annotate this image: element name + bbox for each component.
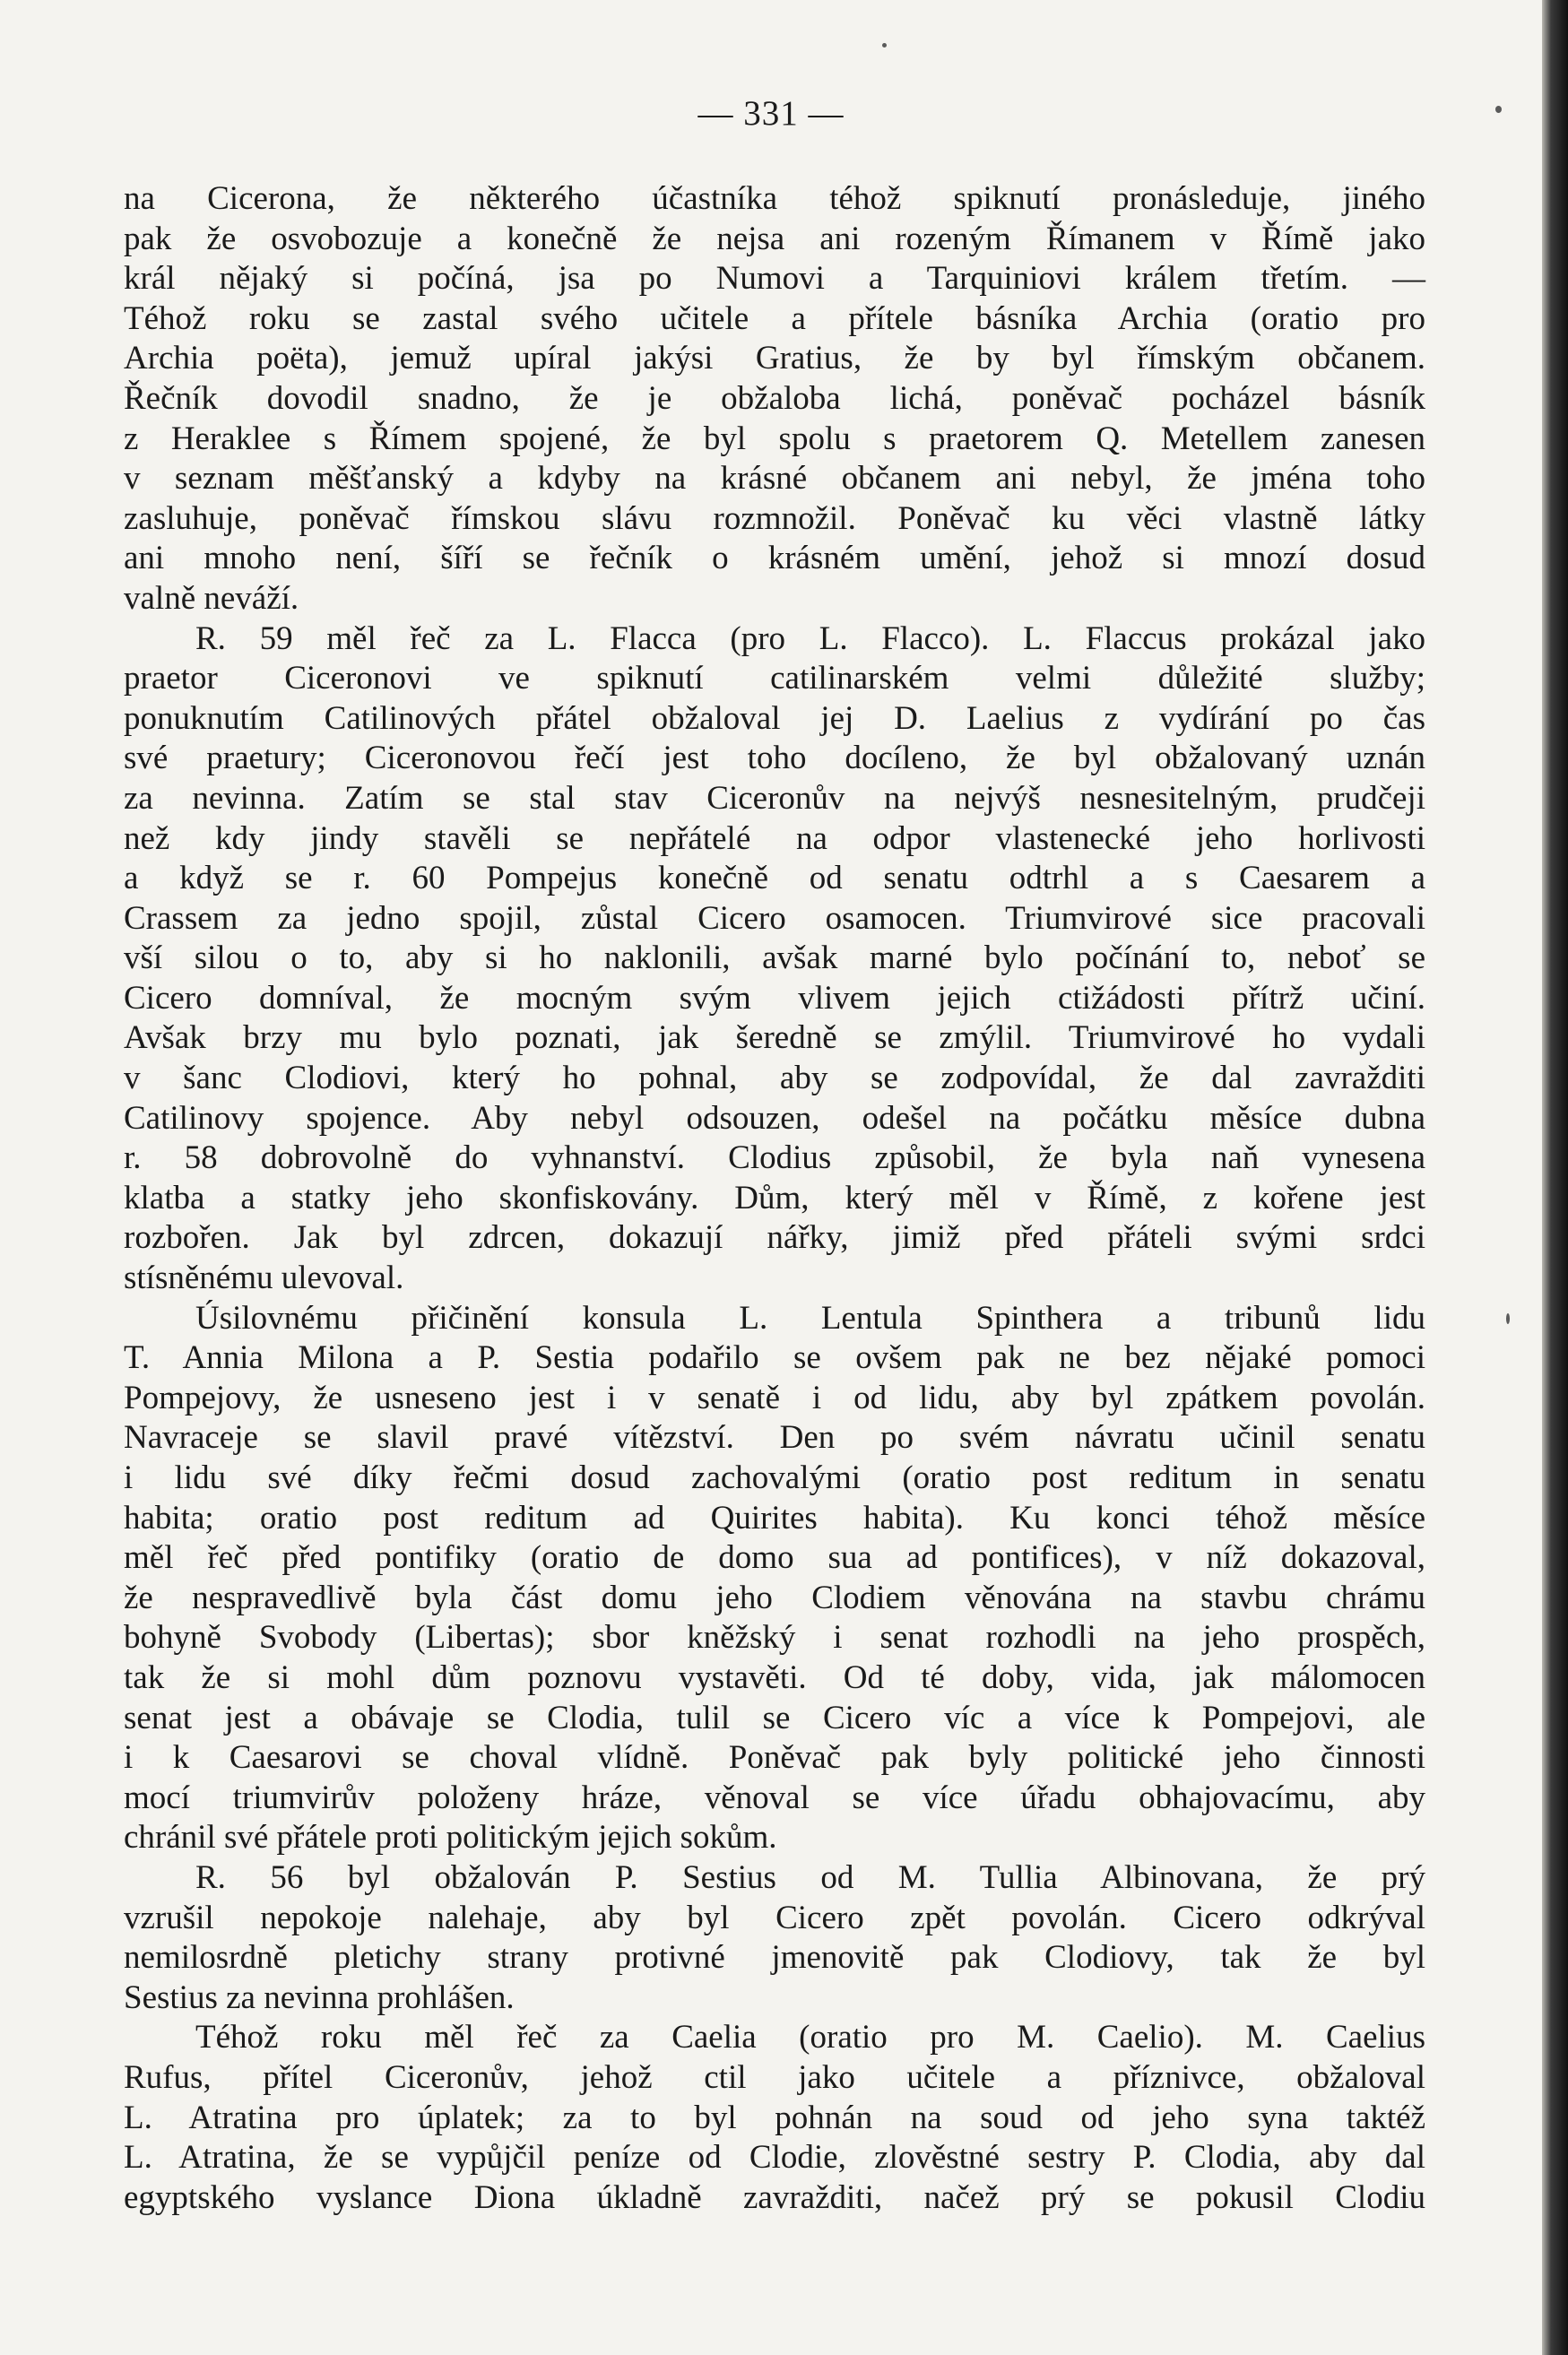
body-text [124, 179, 1425, 2218]
text-line: r. 58 dobrovolně do vyhnanství. Clodius způsobil, že byla naň vynesena [124, 1139, 1425, 1177]
text-line: zasluhuje, poněvač římskou slávu rozmnožil. Poněvač ku věci vlastně látky [124, 499, 1425, 537]
text-line: Řečník dovodil snadno, že je obžaloba lichá, poněvač pocházel básník [124, 379, 1425, 417]
text-line: Catilinovy spojence. Aby nebyl odsouzen, odešel na počátku měsíce dubna [124, 1099, 1425, 1137]
text-line: vzrušil nepokoje nalehaje, aby byl Cicero zpět povolán. Cicero odkrýval [124, 1899, 1425, 1936]
text-line: Avšak brzy mu bylo poznati, jak šeredně se zmýlil. Triumvirové ho vydali [124, 1019, 1425, 1057]
text-line: rozbořen. Jak byl zdrcen, dokazují nářky, jimiž před přáteli svými srdci [124, 1219, 1425, 1257]
text-line: egyptského vyslance Diona úkladně zavražditi, načež prý se pokusil Clodiu [124, 2178, 1425, 2216]
text-line: nemilosrdně pletichy strany protivné jmenovitě pak Clodiovy, tak že byl [124, 1939, 1425, 1977]
text-line: za nevinna. Zatím se stal stav Ciceronův na nejvýš nesnesitelným, prudčeji [124, 779, 1425, 817]
text-line: L. Atratina, že se vypůjčil peníze od Clodie, zlověstné sestry P. Clodia, aby dal [124, 2139, 1425, 2177]
text-line: bohyně Svobody (Libertas); sbor kněžský i senat rozhodli na jeho prospěch, [124, 1619, 1425, 1657]
text-line: chránil své přátele proti politickým jejich sokům. [124, 1819, 777, 1857]
text-line: mocí triumvirův položeny hráze, věnoval se více úřadu obhajovacímu, aby [124, 1779, 1425, 1816]
scan-edge-shadow [1542, 0, 1568, 2355]
text-line: král nějaký si počíná, jsa po Numovi a Tarquiniovi králem třetím. — [124, 260, 1425, 298]
text-line: Cicero domníval, že mocným svým vlivem jejich ctižádosti přítrž učiní. [124, 979, 1425, 1017]
text-line: Sestius za nevinna prohlášen. [124, 1978, 515, 2016]
text-line: vší silou o to, aby si ho naklonili, avšak marné bylo počínání to, neboť se [124, 939, 1425, 977]
text-line: Navraceje se slavil pravé vítězství. Den po svém návratu učinil senatu [124, 1419, 1425, 1457]
text-line: i k Caesarovi se choval vlídně. Poněvač pak byly politické jeho činnosti [124, 1739, 1425, 1777]
text-line: habita; oratio post reditum ad Quirites habita). Ku konci téhož měsíce [124, 1499, 1425, 1537]
text-line: T. Annia Milona a P. Sestia podařilo se ovšem pak ne bez nějaké pomoci [124, 1339, 1425, 1377]
scan-speck [1495, 106, 1502, 113]
text-line: než kdy jindy stavěli se nepřátelé na odpor vlastenecké jeho horlivosti [124, 819, 1425, 857]
text-line: R. 56 byl obžalován P. Sestius od M. Tullia Albinovana, že prý [195, 1858, 1425, 1896]
text-line: Téhož roku měl řeč za Caelia (oratio pro M. Caelio). M. Caelius [195, 2019, 1425, 2056]
text-line: že nespravedlivě byla část domu jeho Clodiem věnována na stavbu chrámu [124, 1579, 1425, 1616]
text-line: senat jest a obávaje se Clodia, tulil se Cicero víc a více k Pompejovi, ale [124, 1699, 1425, 1736]
text-line: i lidu své díky řečmi dosud zachovalými (oratio post reditum in senatu [124, 1459, 1425, 1496]
text-line: měl řeč před pontifiky (oratio de domo sua ad pontifices), v níž dokazoval, [124, 1539, 1425, 1577]
text-line: a když se r. 60 Pompejus konečně od senatu odtrhl a s Caesarem a [124, 860, 1425, 897]
text-line: v seznam měšťanský a kdyby na krásné občanem ani nebyl, že jména toho [124, 460, 1425, 498]
page-number: — 331 — [697, 94, 845, 133]
text-line: Úsilovnému přičinění konsula L. Lentula Spinthera a tribunů lidu [195, 1299, 1425, 1337]
text-line: stísněnému ulevoval. [124, 1260, 404, 1297]
text-line: Rufus, přítel Ciceronův, jehož ctil jako učitele a příznivce, obžaloval [124, 2058, 1425, 2096]
text-line: Archia poëta), jemuž upíral jakýsi Gratius, že by byl římským občanem. [124, 340, 1425, 377]
text-line: v šanc Clodiovi, který ho pohnal, aby se zodpovídal, že dal zavražditi [124, 1060, 1425, 1097]
text-line: z Heraklee s Římem spojené, že byl spolu s praetorem Q. Metellem zanesen [124, 420, 1425, 457]
text-line: ani mnoho není, šíří se řečník o krásném umění, jehož si mnozí dosud [124, 540, 1425, 577]
text-line: klatba a statky jeho skonfiskovány. Dům, který měl v Římě, z kořene jest [124, 1179, 1425, 1216]
text-line: své praetury; Ciceronovou řečí jest toho docíleno, že byl obžalovaný uznán [124, 740, 1425, 777]
text-line: tak že si mohl dům poznovu vystavěti. Od té doby, vida, jak málomocen [124, 1658, 1425, 1696]
text-line: Crassem za jedno spojil, zůstal Cicero osamocen. Triumvirové sice pracovali [124, 899, 1425, 937]
text-line: na Cicerona, že některého účastníka téhož spiknutí pronásleduje, jiného [124, 180, 1425, 217]
text-line: L. Atratina pro úplatek; za to byl pohnán na soud od jeho syna taktéž [124, 2099, 1425, 2136]
text-line: R. 59 měl řeč za L. Flacca (pro L. Flacco). L. Flaccus prokázal jako [195, 619, 1425, 657]
text-line: ponuknutím Catilinových přátel obžaloval jej D. Laelius z vydírání po čas [124, 699, 1425, 737]
text-line: pak že osvobozuje a konečně že nejsa ani rozeným Římanem v Římě jako [124, 220, 1425, 257]
text-line: Téhož roku se zastal svého učitele a přítele básníka Archia (oratio pro [124, 299, 1425, 337]
text-line: valně neváží. [124, 579, 299, 617]
scan-speck [1506, 1313, 1510, 1324]
text-line: praetor Ciceronovi ve spiknutí catilinarském velmi důležité služby; [124, 660, 1425, 697]
scan-speck [882, 43, 887, 48]
text-line: Pompejovy, že usneseno jest i v senatě i od lidu, aby byl zpátkem povolán. [124, 1379, 1425, 1416]
